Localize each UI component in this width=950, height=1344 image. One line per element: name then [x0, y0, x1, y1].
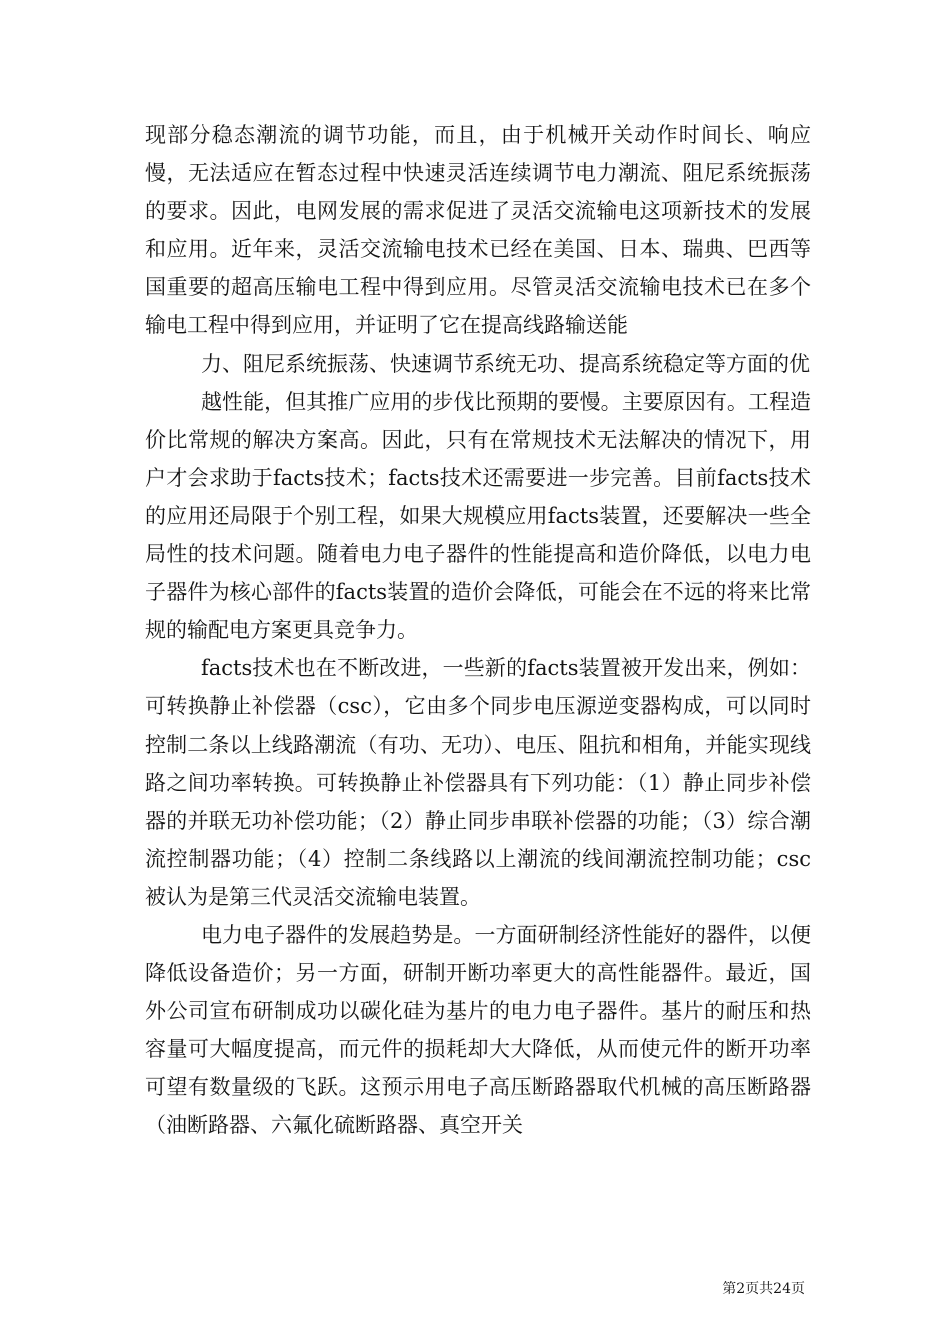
paragraph-5: 电力电子器件的发展趋势是。一方面研制经济性能好的器件，以便降低设备造价；另一方面，研制开断功率更大的高性能器件。最近，国外公司宣布研制成功以碳化硅为基片的电力电子器件。基片的耐压和热容量可大幅度提高，而元件的损耗却大大降低，从而使元件的断开功率可望有数量级的飞跃。这预示用电子高压断路器取代机械的高压断路器（油断路器、六氟化硫断路器、真空开关	[145, 922, 811, 1138]
paragraph-4: facts技术也在不断改进，一些新的facts装置被开发出来，例如：可转换静止补偿器（csc），它由多个同步电压源逆变器构成，可以同时控制二条以上线路潮流（有功、无功）、电压、阻抗和相角，并能实现线路之间功率转换。可转换静止补偿器具有下列功能：（1）静止同步补偿器的并联无功补偿功能；（2）静止同步串联补偿器的功能；（3）综合潮流控制器功能；（4）控制二条线路以上潮流的线间潮流控制功能；csc被认为是第三代灵活交流输电装置。	[145, 656, 811, 909]
paragraph-2: 力、阻尼系统振荡、快速调节系统无功、提高系统稳定等方面的优	[201, 351, 810, 376]
paragraph-1: 现部分稳态潮流的调节功能，而且，由于机械开关动作时间长、响应慢，无法适应在暂态过程中快速灵活连续调节电力潮流、阻尼系统振荡的要求。因此，电网发展的需求促进了灵活交流输电这项新技术的发展和应用。近年来，灵活交流输电技术已经在美国、日本、瑞典、巴西等国重要的超高压输电工程中得到应用。尽管灵活交流输电技术已在多个输电工程中得到应用，并证明了它在提高线路输送能	[145, 123, 811, 338]
paragraph-3: 越性能，但其推广应用的步伐比预期的要慢。主要原因有。工程造价比常规的解决方案高。因此，只有在常规技术无法解决的情况下，用户才会求助于facts技术；facts技术还需要进一步完善。目前facts技术的应用还局限于个别工程，如果大规模应用facts装置，还要解决一些全局性的技术问题。随着电力电子器件的性能提高和造价降低，以电力电子器件为核心部件的facts装置的造价会降低，可能会在不远的将来比常规的输配电方案更具竞争力。	[145, 389, 811, 643]
page-number-footer: 第2页共24页	[722, 1281, 805, 1297]
document-body	[145, 116, 811, 1145]
